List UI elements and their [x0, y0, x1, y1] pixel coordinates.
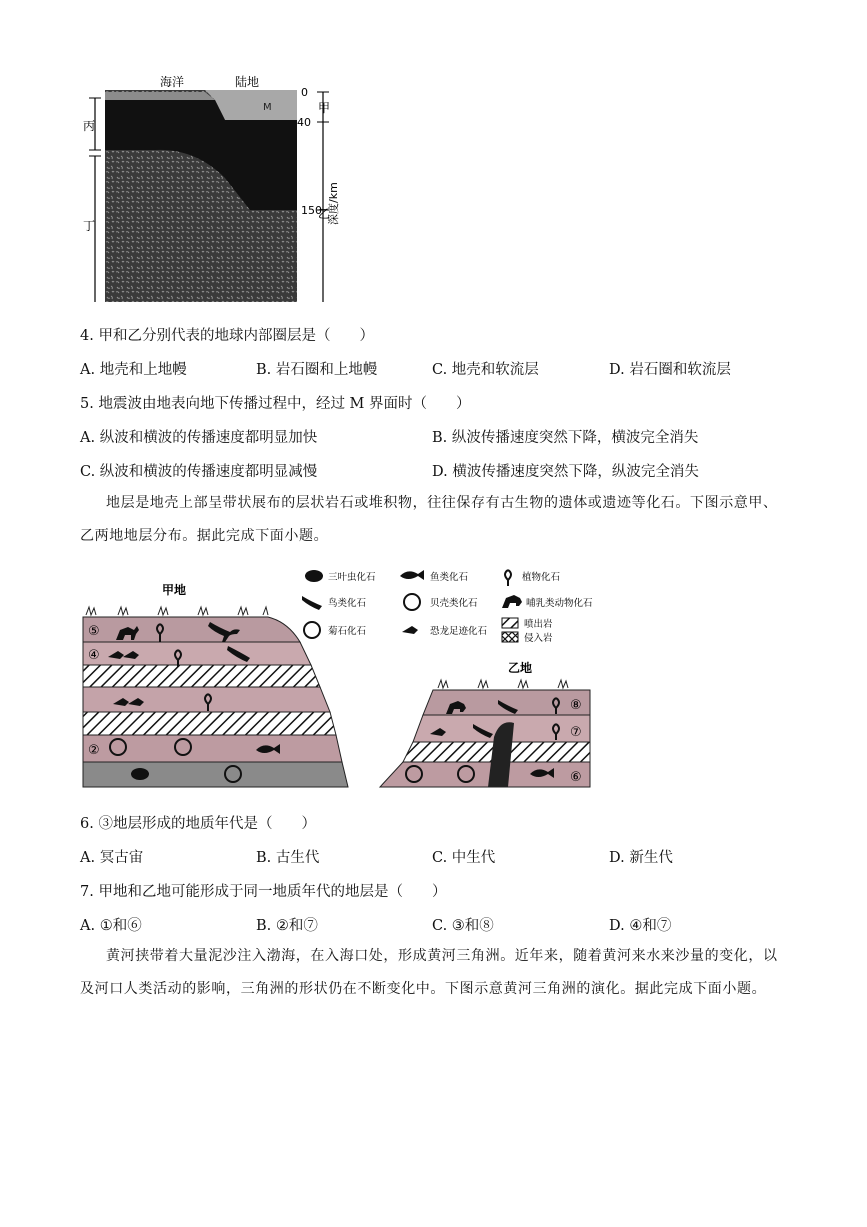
extrusive-swatch [502, 618, 518, 628]
q6-option-b[interactable]: B. 古生代 [256, 850, 320, 866]
q6-option-a[interactable]: A. 冥古宙 [80, 850, 144, 866]
strata-figure [78, 562, 598, 794]
legend-shell: 贝壳类化石 [430, 598, 478, 609]
q6-option-d[interactable]: D. 新生代 [609, 850, 673, 866]
yi-label: 乙 [318, 207, 331, 221]
legend-extrusive: 喷出岩 [524, 619, 553, 630]
layer-5-label: ⑤ [88, 624, 100, 639]
ocean-crust [105, 92, 215, 100]
q4-option-c[interactable]: C. 地壳和软流层 [432, 362, 539, 378]
legend-bird: 鸟类化石 [328, 598, 367, 609]
intrusive-swatch [502, 632, 518, 642]
legend-dino: 恐龙足迹化石 [430, 626, 488, 637]
shell-icon [404, 594, 420, 610]
q5-option-d[interactable]: D. 横波传播速度突然下降，纵波完全消失 [432, 464, 699, 480]
ammonite-icon [304, 622, 320, 638]
layer-7-label: ⑦ [570, 725, 582, 740]
legend [302, 570, 593, 644]
bird-icon [302, 596, 322, 610]
q5-option-a[interactable]: A. 纵波和横波的传播速度都明显加快 [80, 430, 318, 446]
legend-fish: 鱼类化石 [430, 572, 469, 583]
depth-150: 150 [301, 204, 322, 217]
depth-40: 40 [297, 116, 311, 129]
land-label: 陆地 [235, 75, 260, 89]
q6-stem: 6. ③地层形成的地质年代是（ ） [80, 816, 316, 832]
q4-option-b[interactable]: B. 岩石圈和上地幔 [256, 362, 378, 378]
q7-option-b[interactable]: B. ②和⑦ [256, 918, 318, 934]
intro-yellow-river: 黄河挟带着大量泥沙注入渤海，在入海口处，形成黄河三角洲。近年来，随着黄河来水来沙量的变化，以及河口人类活动的影响，三角洲的形状仍在不断变化中。下图示意黄河三角洲的演化。据此完成下面小题。 [80, 948, 778, 997]
site-jia-label: 甲地 [162, 583, 187, 597]
site-yi-label: 乙地 [508, 661, 533, 675]
legend-ammonite: 菊石化石 [328, 626, 367, 637]
trilobite-icon [305, 570, 323, 582]
q7-option-d[interactable]: D. ④和⑦ [609, 918, 672, 934]
q4-option-a[interactable]: A. 地壳和上地幔 [80, 362, 187, 378]
q4-stem: 4. 甲和乙分别代表的地球内部圈层是（ ） [80, 328, 374, 344]
mammal-icon [502, 595, 522, 608]
depth-0: 0 [301, 86, 308, 99]
legend-trilobite: 三叶虫化石 [328, 572, 376, 583]
earth-layers-figure [75, 70, 355, 305]
layer-8-label: ⑧ [570, 698, 582, 713]
ocean-label: 海洋 [160, 75, 185, 89]
q4-option-d[interactable]: D. 岩石圈和软流层 [609, 362, 731, 378]
layer-2-label: ② [88, 743, 100, 758]
m-label: M [263, 102, 272, 113]
layer-4-label: ④ [88, 648, 100, 663]
q5-option-c[interactable]: C. 纵波和横波的传播速度都明显减慢 [80, 464, 318, 480]
q7-option-a[interactable]: A. ①和⑥ [80, 918, 142, 934]
plant-icon [505, 570, 511, 586]
ding-label: 丁 [83, 219, 96, 233]
q6-option-c[interactable]: C. 中生代 [432, 850, 496, 866]
q5-stem: 5. 地震波由地表向地下传播过程中，经过 M 界面时（ ） [80, 396, 471, 412]
q7-stem: 7. 甲地和乙地可能形成于同一地质年代的地层是（ ） [80, 884, 447, 900]
depth-axis-label: 深度/km [327, 182, 340, 225]
intro-strata: 地层是地壳上部呈带状展布的层状岩石或堆积物，往往保存有古生物的遗体或遗迹等化石。下图示意甲、乙两地地层分布。据此完成下面小题。 [80, 495, 778, 544]
bing-label: 丙 [83, 119, 96, 133]
fish-icon [400, 570, 424, 580]
dino-track-icon [402, 626, 418, 634]
q5-option-b[interactable]: B. 纵波传播速度突然下降，横波完全消失 [432, 430, 699, 446]
trilobite-icon [131, 768, 149, 780]
jia-label: 甲 [318, 101, 331, 115]
layer-6-label: ⑥ [570, 770, 582, 785]
q7-option-c[interactable]: C. ③和⑧ [432, 918, 494, 934]
legend-plant: 植物化石 [522, 572, 561, 583]
legend-intrusive: 侵入岩 [524, 633, 553, 644]
legend-mammal: 哺乳类动物化石 [526, 598, 593, 609]
